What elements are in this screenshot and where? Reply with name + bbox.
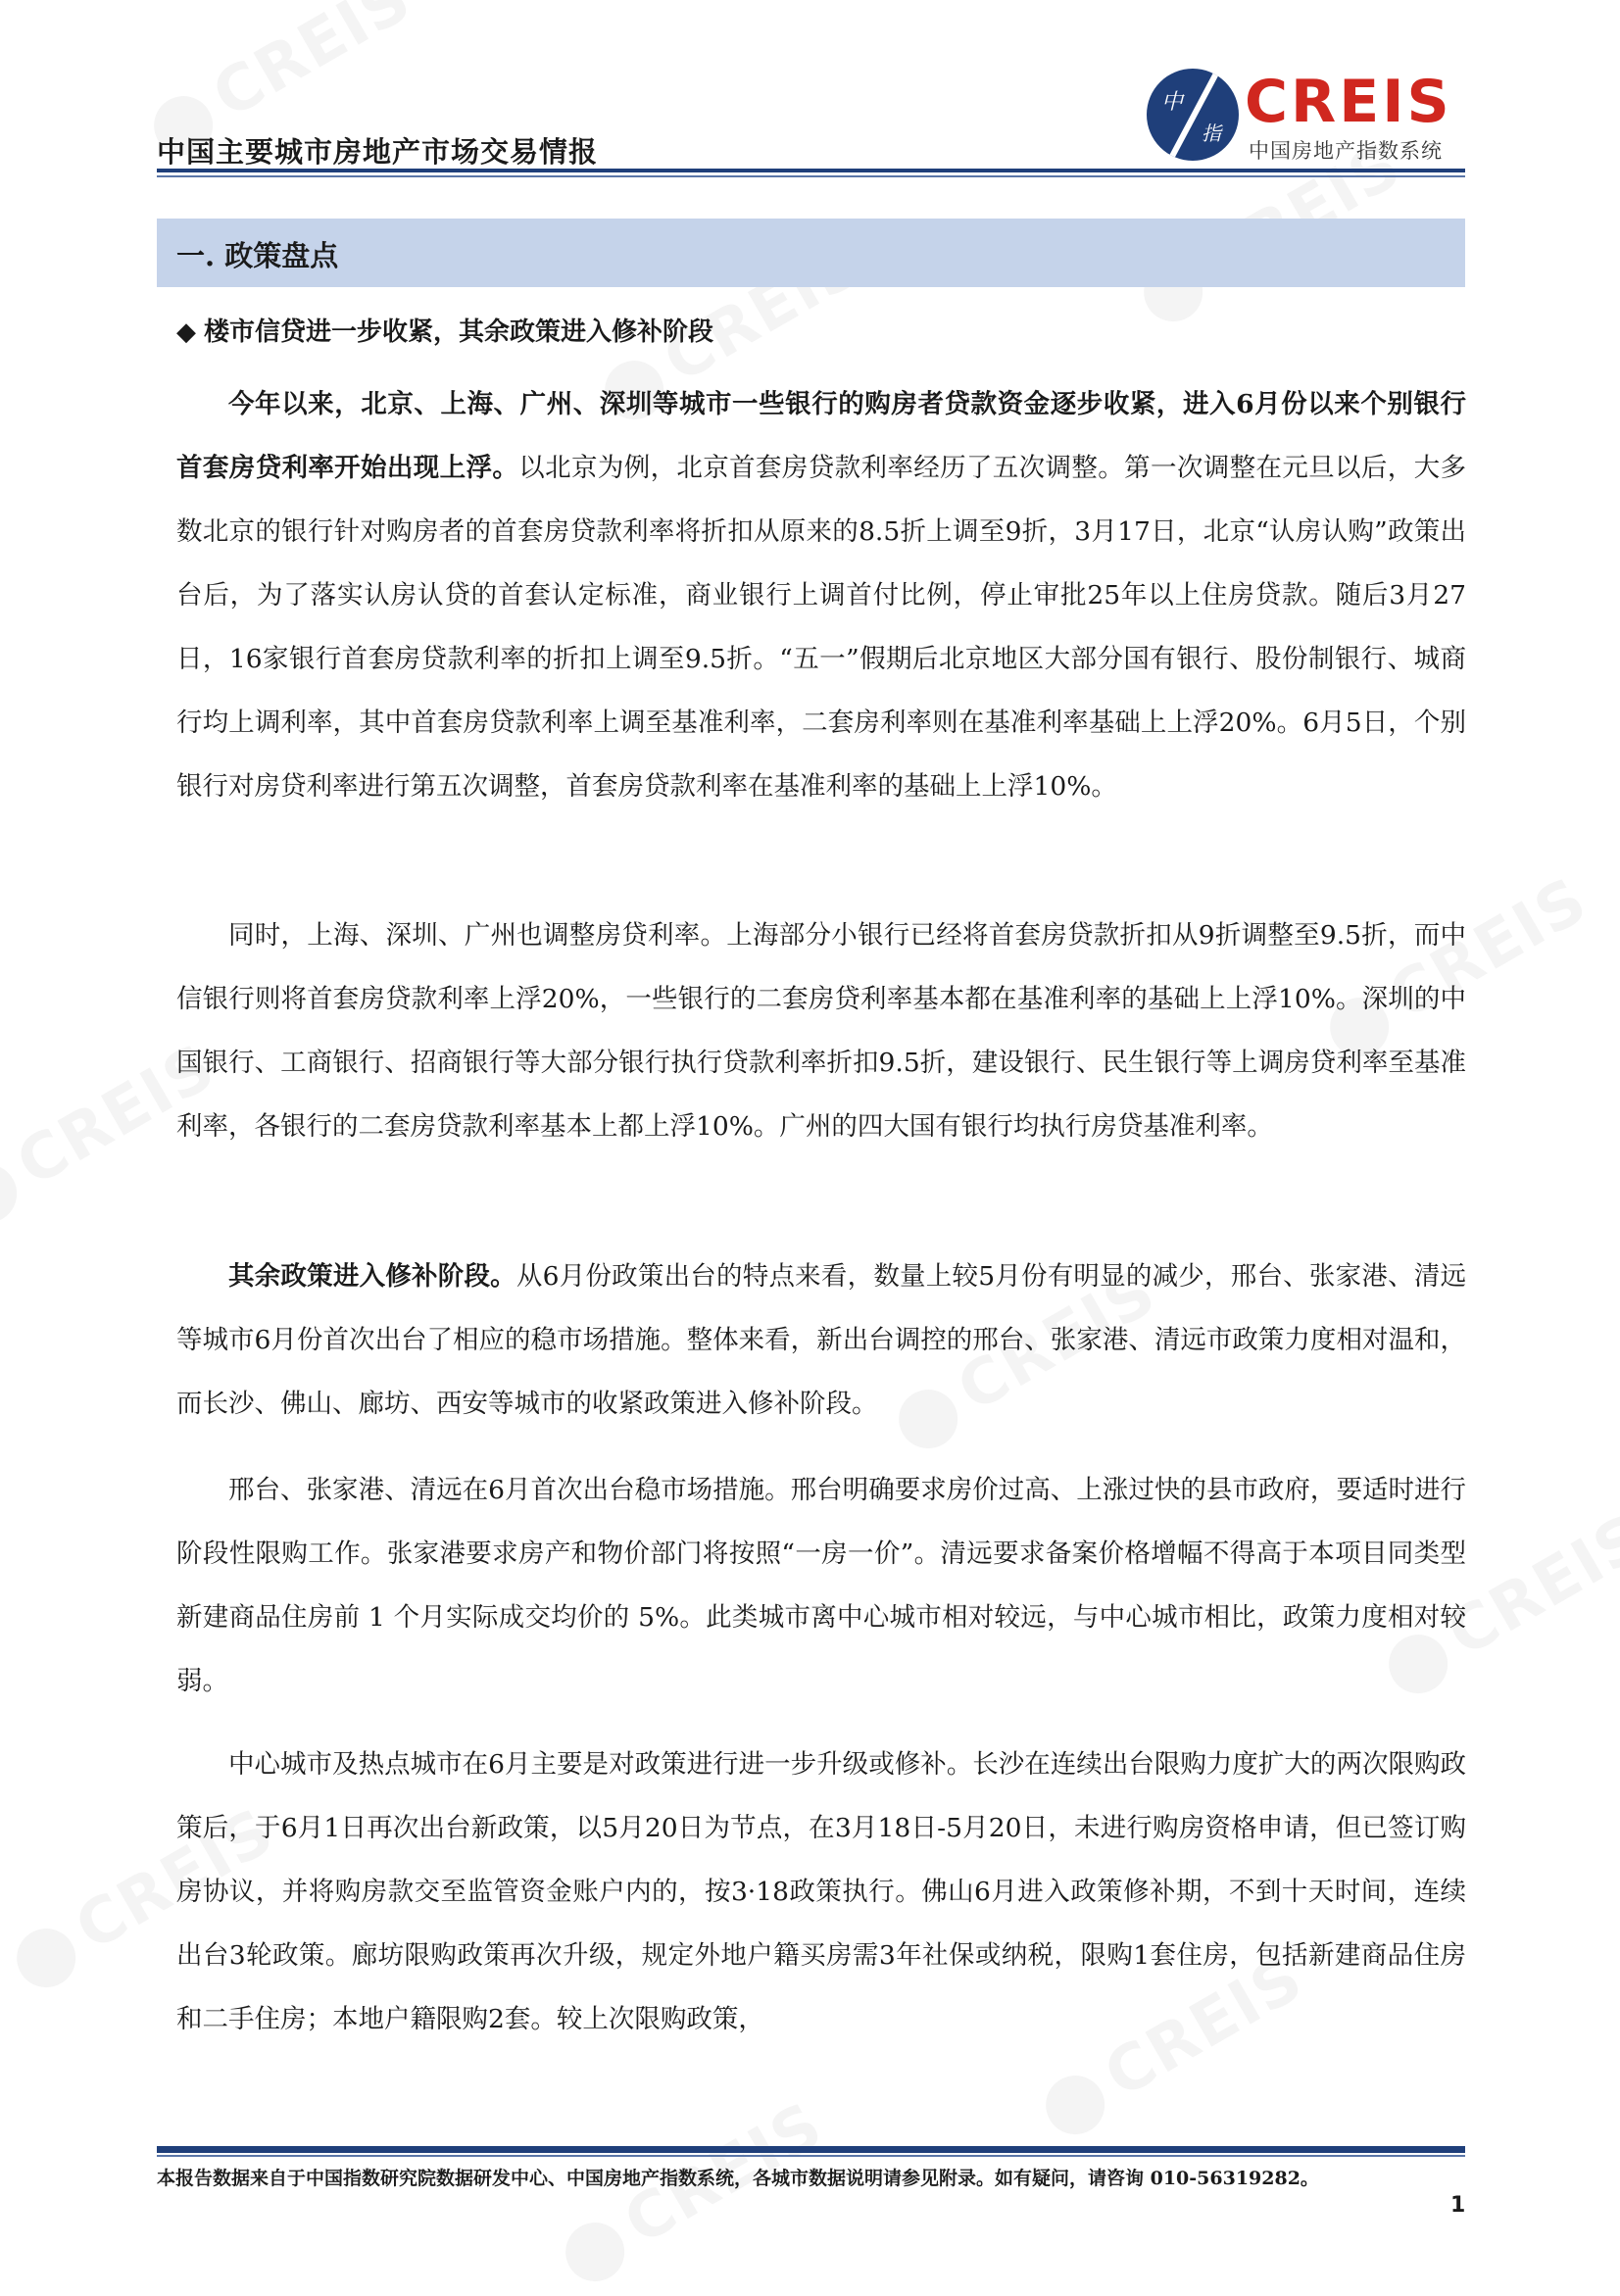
paragraph-text: 以北京为例，北京首套房贷款利率经历了五次调整。第一次调整在元旦以后，大多数北京的银行针对购房者的首套房贷款利率将折扣从原来的8.5折上调至9折，3月17日，北京“认房认购”政策出台后，为了落实认房认贷的首套认定标准，商业银行上调首付比例，停止审批25年以上住房贷款。随后3月27日，16家银行首套房贷款利率的折扣上调至9.5折。“五一”假期后北京地区大部分国有银行、股份制银行、城商行均上调利率，其中首套房贷款利率上调至基准利率，二套房利率则在基准利率基础上上浮20%。6月5日，个别银行对房贷利率进行第五次调整，首套房贷款利率在基准利率的基础上上浮10%。 [176,453,1467,802]
header-divider [157,169,1465,172]
footer-divider [157,2155,1465,2157]
logo-brand: CREIS [1245,68,1452,136]
subheading [176,312,713,348]
logo-emblem-char: 中 [1161,90,1184,115]
logo-subtitle: 中国房地产指数系统 [1249,139,1443,163]
diamond-bullet-icon: ◆ [176,318,196,347]
body-paragraph [176,372,1466,818]
body-paragraph [176,904,1466,1158]
body-paragraph [176,1733,1466,2051]
paragraph-text: 邢台、张家港、清远在6月首次出台稳市场措施。邢台明确要求房价过高、上涨过快的县市政府，要适时进行阶段性限购工作。张家港要求房产和物价部门将按照“一房一价”。清远要求备案价格增幅不得高于本项目同类型新建商品住房前 1 个月实际成交均价的 5%。此类城市离中心城市相对较远，与中心城市相比，政策力度相对较弱。 [176,1475,1466,1696]
footer-divider [157,2146,1465,2153]
subheading-text: 楼市信贷进一步收紧，其余政策进入修补阶段 [204,318,714,347]
logo-emblem-icon [1147,69,1239,161]
body-paragraph [176,1458,1466,1713]
section-heading-bar [157,219,1465,287]
body-paragraph [176,1245,1466,1436]
report-title: 中国主要城市房地产市场交易情报 [157,135,599,169]
watermark [550,2088,836,2295]
creis-logo [1147,69,1470,167]
section-title: 一. 政策盘点 [176,239,339,272]
paragraph-text: 从6月份政策出台的特点来看，数量上较5月份有明显的减少，邢台、张家港、清远等城市6月份首次出台了相应的稳市场措施。整体来看，新出台调控的邢台、张家港、清远市政策力度相对温和，而长沙、佛山、廊坊、西安等城市的收紧政策进入修补阶段。 [176,1261,1466,1419]
paragraph-lead: 其余政策进入修补阶段。 [228,1261,516,1292]
footer-note: 本报告数据来自于中国指数研究院数据研发中心、中国房地产指数系统，各城市数据说明请参见附录。如有疑问，请咨询 010-56319282。 [157,2168,1319,2189]
paragraph-text: 中心城市及热点城市在6月主要是对政策进行进一步升级或修补。长沙在连续出台限购力度扩大的两次限购政策后，于6月1日再次出台新政策，以5月20日为节点，在3月18日-5月20日，未进行购房资格申请，但已签订购房协议，并将购房款交至监管资金账户内的，按3·18政策执行。佛山6月进入政策修补期，不到十天时间，连续出台3轮政策。廊坊限购政策再次升级，规定外地户籍买房需3年社保或纳税，限购1套住房，包括新建商品住房和二手住房；本地户籍限购2套。较上次限购政策， [176,1749,1466,2034]
logo-emblem-char: 指 [1202,122,1221,145]
paragraph-text: 同时，上海、深圳、广州也调整房贷利率。上海部分小银行已经将首套房贷款折扣从9折调整至9.5折，而中信银行则将首套房贷款利率上浮20%，一些银行的二套房贷利率基本都在基准利率的基础上上浮10%。深圳的中国银行、工商银行、招商银行等大部分银行执行贷款利率折扣9.5折，建设银行、民生银行等上调房贷利率至基准利率，各银行的二套房贷款利率基本上都上浮10%。广州的四大国有银行均执行房贷基准利率。 [176,920,1466,1142]
paragraph-lead: 今年以来，北京、上海、广州、深圳等城市一些银行的购房者贷款资金逐步收紧，进入6月份以来个别银行首套房贷利率开始出现上浮。 [176,389,1466,483]
header-divider [157,175,1465,177]
page-number: 1 [1450,2193,1466,2218]
